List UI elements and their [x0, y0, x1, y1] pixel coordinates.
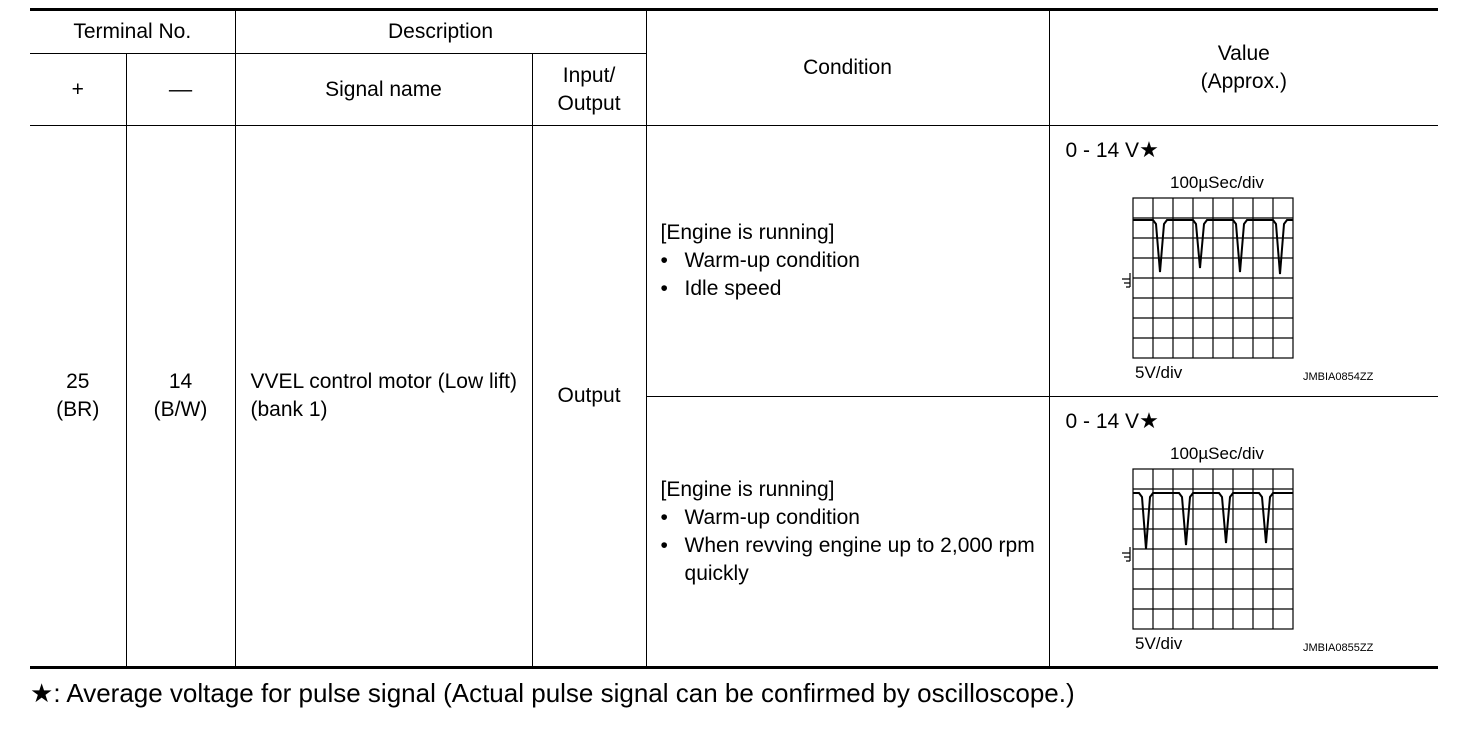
star-icon: ★	[1139, 408, 1159, 433]
terminal-no-header: Terminal No.	[30, 10, 235, 54]
value-header-line2: (Approx.)	[1200, 70, 1287, 93]
condition-title: [Engine is running]	[660, 477, 835, 501]
voltage-division-label: 5V/div	[1134, 634, 1182, 653]
footnote	[30, 676, 1075, 710]
input-output-header	[532, 54, 646, 126]
plus-terminal-number: 25	[66, 370, 90, 393]
condition-bullet: • Idle speed	[661, 275, 1049, 303]
value-range: 0 - 14 V	[1065, 410, 1140, 433]
value-cell-2	[1049, 397, 1438, 668]
figure-id: JMBIA0854ZZ	[1302, 371, 1373, 383]
minus-terminal-number: 14	[168, 370, 193, 393]
condition-bullet: • When revving engine up to 2,000 rpm quickly	[661, 532, 1049, 588]
io-header-line2: Output	[557, 91, 621, 115]
time-division-label: 100µSec/div	[1169, 173, 1264, 192]
plus-terminal-color: (BR)	[56, 398, 100, 421]
signal-name-cell: VVEL control motor (Low lift) (bank 1)	[235, 126, 532, 668]
value-header	[1049, 10, 1438, 126]
time-division-label: 100µSec/div	[1169, 444, 1264, 463]
value-label	[1066, 407, 1159, 436]
condition-bullet: • Warm-up condition	[661, 247, 1049, 275]
minus-terminal-cell	[126, 126, 235, 668]
condition-title: [Engine is running]	[660, 221, 835, 244]
minus-header: ––	[126, 54, 235, 126]
value-cell-1	[1049, 126, 1438, 397]
plus-header: +	[30, 54, 126, 126]
footnote-star-icon: ★	[30, 678, 54, 708]
oscilloscope-waveform	[1108, 439, 1398, 661]
scope-grid	[1133, 198, 1293, 358]
plus-terminal-cell	[30, 126, 126, 668]
io-header-line1: Input/	[562, 63, 616, 87]
value-label	[1066, 136, 1159, 165]
oscilloscope-waveform	[1108, 168, 1398, 390]
footnote-text: : Average voltage for pulse signal (Actual pulse signal can be confirmed by oscilloscope.)	[53, 678, 1075, 708]
value-header-line1: Value	[1217, 42, 1270, 65]
io-cell: Output	[532, 126, 646, 668]
minus-terminal-color: (B/W)	[153, 398, 208, 421]
condition-cell-2	[646, 397, 1049, 668]
description-header: Description	[235, 10, 646, 54]
voltage-division-label: 5V/div	[1134, 363, 1182, 382]
signal-name-header: Signal name	[235, 54, 532, 126]
value-range: 0 - 14 V	[1065, 139, 1140, 162]
figure-id: JMBIA0855ZZ	[1302, 642, 1373, 654]
condition-bullet: • Warm-up condition	[661, 504, 1049, 532]
condition-header: Condition	[646, 10, 1049, 126]
terminal-spec-table	[30, 8, 1438, 669]
ground-icon	[1122, 547, 1130, 561]
ground-icon	[1122, 273, 1130, 287]
star-icon: ★	[1139, 137, 1159, 162]
condition-cell-1	[646, 126, 1049, 397]
